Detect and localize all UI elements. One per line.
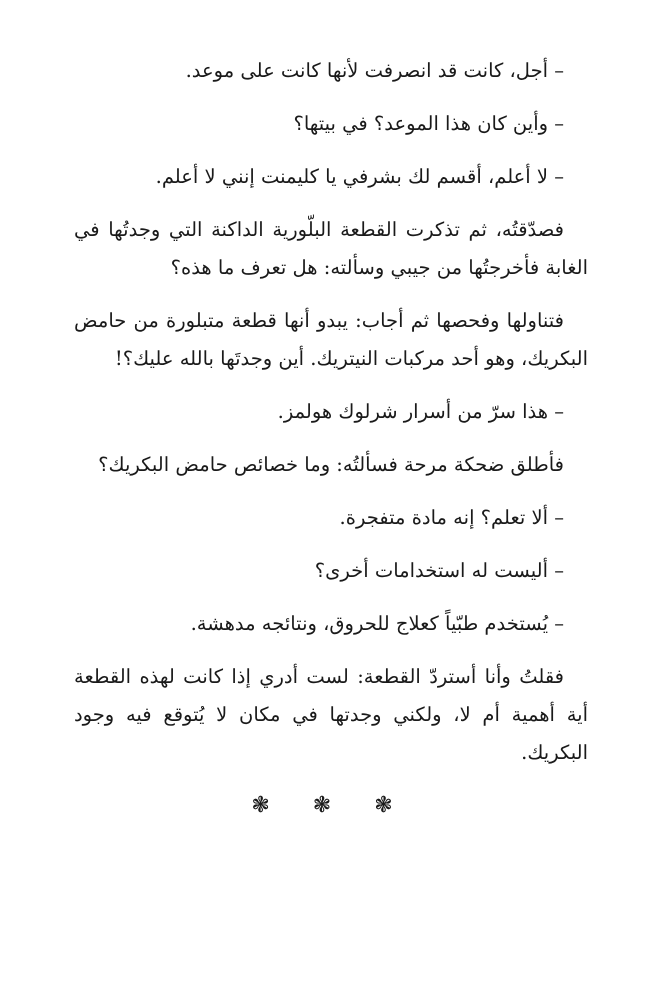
- dialogue-line-6: – أليست له استخدامات أخرى؟: [314, 559, 564, 582]
- paragraph-2: فتناولها وفحصها ثم أجاب: يبدو أنها قطعة متبلورة من حامض البكريك، وهو أحد مركبات النيتريك. أين وجدتَها بالله عليك؟!: [74, 309, 588, 370]
- section-separator: ❃ ❃ ❃: [251, 793, 411, 818]
- dialogue-line-1: – أجل، كانت قد انصرفت لأنها كانت على موعد.: [185, 59, 564, 82]
- dialogue-line-3: – لا أعلم، أقسم لك بشرفي يا كليمنت إنني لا أعلم.: [155, 165, 564, 188]
- paragraph-4: فقلتُ وأنا أستردّ القطعة: لست أدري إذا كانت لهذه القطعة أية أهمية أم لا، ولكني وجدتها في مكان لا يُتوقع فيه وجود البكريك.: [74, 665, 588, 764]
- dialogue-line-7: – يُستخدم طبّياً كعلاج للحروق، ونتائجه مدهشة.: [190, 612, 564, 635]
- dialogue-line-2: – وأين كان هذا الموعد؟ في بيتها؟: [293, 112, 564, 135]
- book-page: [74, 52, 588, 825]
- dialogue-line-5: – ألا تعلم؟ إنه مادة متفجرة.: [339, 506, 564, 529]
- paragraph-1: فصدّقتُه، ثم تذكرت القطعة البلّورية الداكنة التي وجدتُها في الغابة فأخرجتُها من جيبي وسألته: هل تعرف ما هذه؟: [74, 218, 588, 279]
- paragraph-3: فأطلق ضحكة مرحة فسألتُه: وما خصائص حامض البكريك؟: [98, 453, 564, 476]
- dialogue-line-4: – هذا سرّ من أسرار شرلوك هولمز.: [277, 400, 564, 423]
